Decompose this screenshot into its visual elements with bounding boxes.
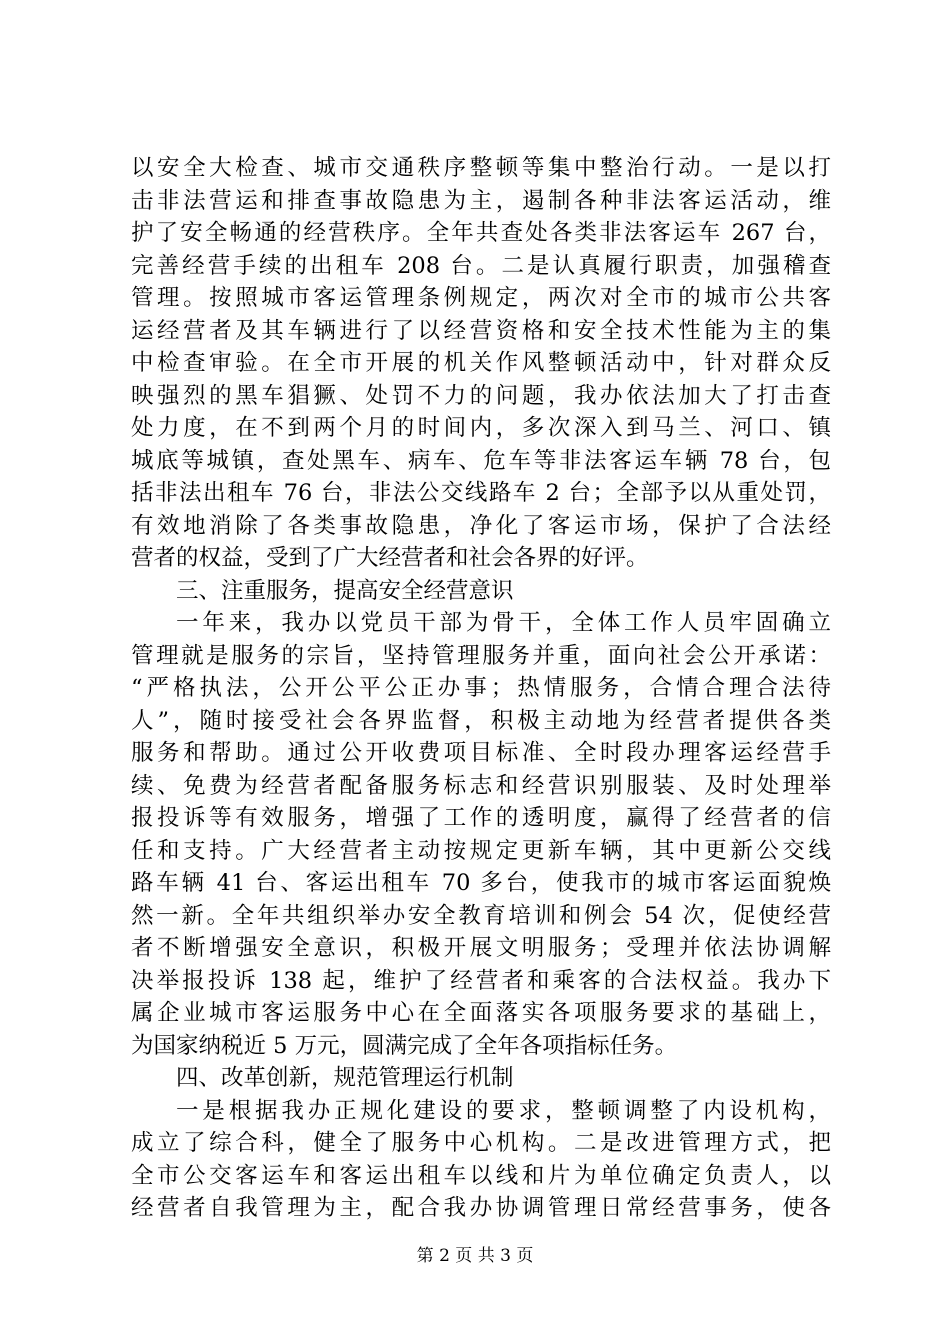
body-line: 城底等城镇，查处黑车、病车、危车等非法客运车辆 78 台，包 [131, 447, 831, 474]
body-line: 中检查审验。在全市开展的机关作风整顿活动中，针对群众反 [131, 350, 831, 376]
body-line: 以安全大检查、城市交通秩序整顿等集中整治行动。一是以打 [131, 155, 831, 181]
body-line: 全市公交客运车和客运出租车以线和片为单位确定负责人，以 [131, 1162, 831, 1189]
body-line: 为国家纳税近 5 万元，圆满完成了全年各项指标任务。 [131, 1032, 678, 1059]
body-line: 击非法营运和排查事故隐患为主，遏制各种非法客运活动，维 [131, 187, 831, 214]
body-line: 属企业城市客运服务中心在全面落实各项服务要求的基础上， [131, 1000, 831, 1026]
section-heading: 四、改革创新，规范管理运行机制 [176, 1065, 514, 1091]
section-heading: 三、注重服务，提高安全经营意识 [176, 577, 514, 604]
body-line: 运经营者及其车辆进行了以经营资格和安全技术性能为主的集 [131, 317, 831, 344]
body-line: 一年来，我办以党员干部为骨干，全体工作人员牢固确立 [176, 610, 831, 636]
body-line: 护了安全畅通的经营秩序。全年共查处各类非法客运车 267 台， [131, 220, 831, 246]
page-number-footer: 第 2 页 共 3 页 [416, 1246, 534, 1266]
body-line: 括非法出租车 76 台，非法公交线路车 2 台；全部予以从重处罚， [131, 480, 831, 506]
body-line: 管理。按照城市客运管理条例规定，两次对全市的城市公共客 [131, 285, 831, 311]
body-line: 完善经营手续的出租车 208 台。二是认真履行职责，加强稽查 [131, 252, 831, 279]
body-line: 路车辆 41 台、客运出租车 70 多台，使我市的城市客运面貌焕 [131, 870, 831, 896]
document-body [131, 152, 831, 1225]
body-line: 营者的权益，受到了广大经营者和社会各界的好评。 [131, 545, 649, 571]
body-line: “严格执法，公开公平公正办事；热情服务，合情合理合法待 [131, 675, 831, 701]
body-line: 有效地消除了各类事故隐患，净化了客运市场，保护了合法经 [131, 512, 831, 539]
body-line: 决举报投诉 138 起，维护了经营者和乘客的合法权益。我办下 [131, 967, 831, 994]
body-line: 续、免费为经营者配备服务标志和经营识别服装、及时处理举 [131, 772, 831, 799]
body-line: 然一新。全年共组织举办安全教育培训和例会 54 次，促使经营 [131, 902, 831, 929]
body-line: 映强烈的黑车猖獗、处罚不力的问题，我办依法加大了打击查 [131, 382, 831, 409]
body-line: 者不断增强安全意识，积极开展文明服务；受理并依法协调解 [131, 935, 831, 961]
body-line: 成立了综合科，健全了服务中心机构。二是改进管理方式，把 [131, 1130, 831, 1156]
body-line: 人”，随时接受社会各界监督，积极主动地为经营者提供各类 [131, 707, 831, 734]
body-line: 服务和帮助。通过公开收费项目标准、全时段办理客运经营手 [131, 740, 831, 766]
body-line: 任和支持。广大经营者主动按规定更新车辆，其中更新公交线 [131, 837, 831, 864]
body-line: 报投诉等有效服务，增强了工作的透明度，赢得了经营者的信 [131, 805, 831, 831]
body-line: 管理就是服务的宗旨，坚持管理服务并重，面向社会公开承诺： [131, 642, 831, 669]
body-line: 一是根据我办正规化建设的要求，整顿调整了内设机构， [176, 1097, 831, 1124]
body-line: 处力度，在不到两个月的时间内，多次深入到马兰、河口、镇 [131, 415, 831, 441]
body-line: 经营者自我管理为主，配合我办协调管理日常经营事务，使各 [131, 1195, 831, 1221]
